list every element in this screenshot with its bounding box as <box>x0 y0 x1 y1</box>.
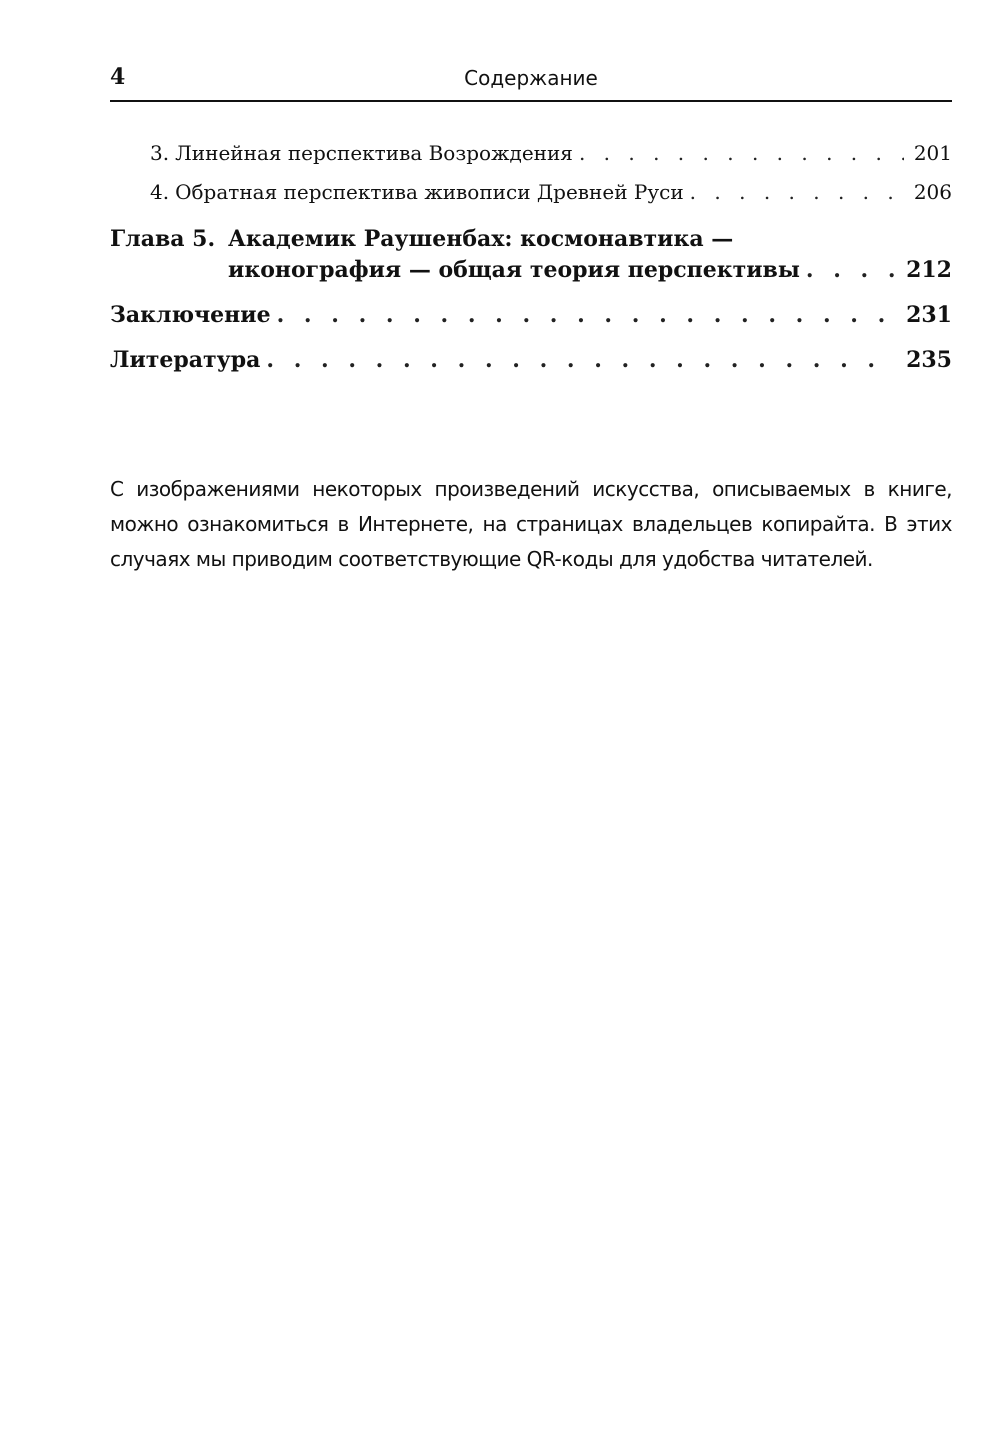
toc-entry-number: 4. <box>150 180 170 204</box>
toc-entry-chapter-5-line-2[interactable] <box>228 257 952 283</box>
toc-entry-label <box>110 226 733 252</box>
toc-entry-label <box>150 141 573 165</box>
toc-entry-conclusion[interactable] <box>110 302 952 328</box>
dot-leader <box>690 180 904 204</box>
page-header <box>110 64 952 98</box>
toc-entry-chapter-5-line-1[interactable] <box>110 226 952 252</box>
toc-entry-title-continued: иконография — общая теория перспективы <box>228 257 800 283</box>
toc-entry-title: Линейная перспектива Возрождения <box>175 141 573 165</box>
toc-entry-page: 231 <box>906 302 952 328</box>
qr-codes-note: С изображениями некоторых произведений искусства, описываемых в книге, можно ознакомиться в Интернете, на страницах владельцев копирайта. В этих случаях мы приводим соответствующие QR-коды для удобства читателей. <box>110 477 952 571</box>
dot-leader <box>806 257 896 283</box>
dot-leader <box>266 347 896 373</box>
running-title: Содержание <box>464 66 598 90</box>
toc-entry-section-4[interactable] <box>150 180 952 204</box>
dot-leader <box>277 302 896 328</box>
toc-entry-literature[interactable] <box>110 347 952 373</box>
toc-entry-title: Заключение <box>110 302 271 328</box>
toc-entry-page: 206 <box>913 180 952 204</box>
chapter-label: Глава 5. <box>110 226 216 252</box>
toc-entry-title: Академик Раушенбах: космонавтика — <box>228 226 734 252</box>
toc-entry-number: 3. <box>150 141 170 165</box>
toc-entry-page: 235 <box>906 347 952 373</box>
toc-entry-title: Литература <box>110 347 261 373</box>
page-number: 4 <box>110 64 126 90</box>
toc-entry-label <box>150 180 684 204</box>
toc-entry-title: Обратная перспектива живописи Древней Руси <box>175 180 684 204</box>
toc-entry-page: 212 <box>906 257 952 283</box>
header-rule <box>110 100 952 102</box>
dot-leader <box>579 141 904 165</box>
toc-entry-section-3[interactable] <box>150 141 952 165</box>
toc-entry-page: 201 <box>913 141 952 165</box>
